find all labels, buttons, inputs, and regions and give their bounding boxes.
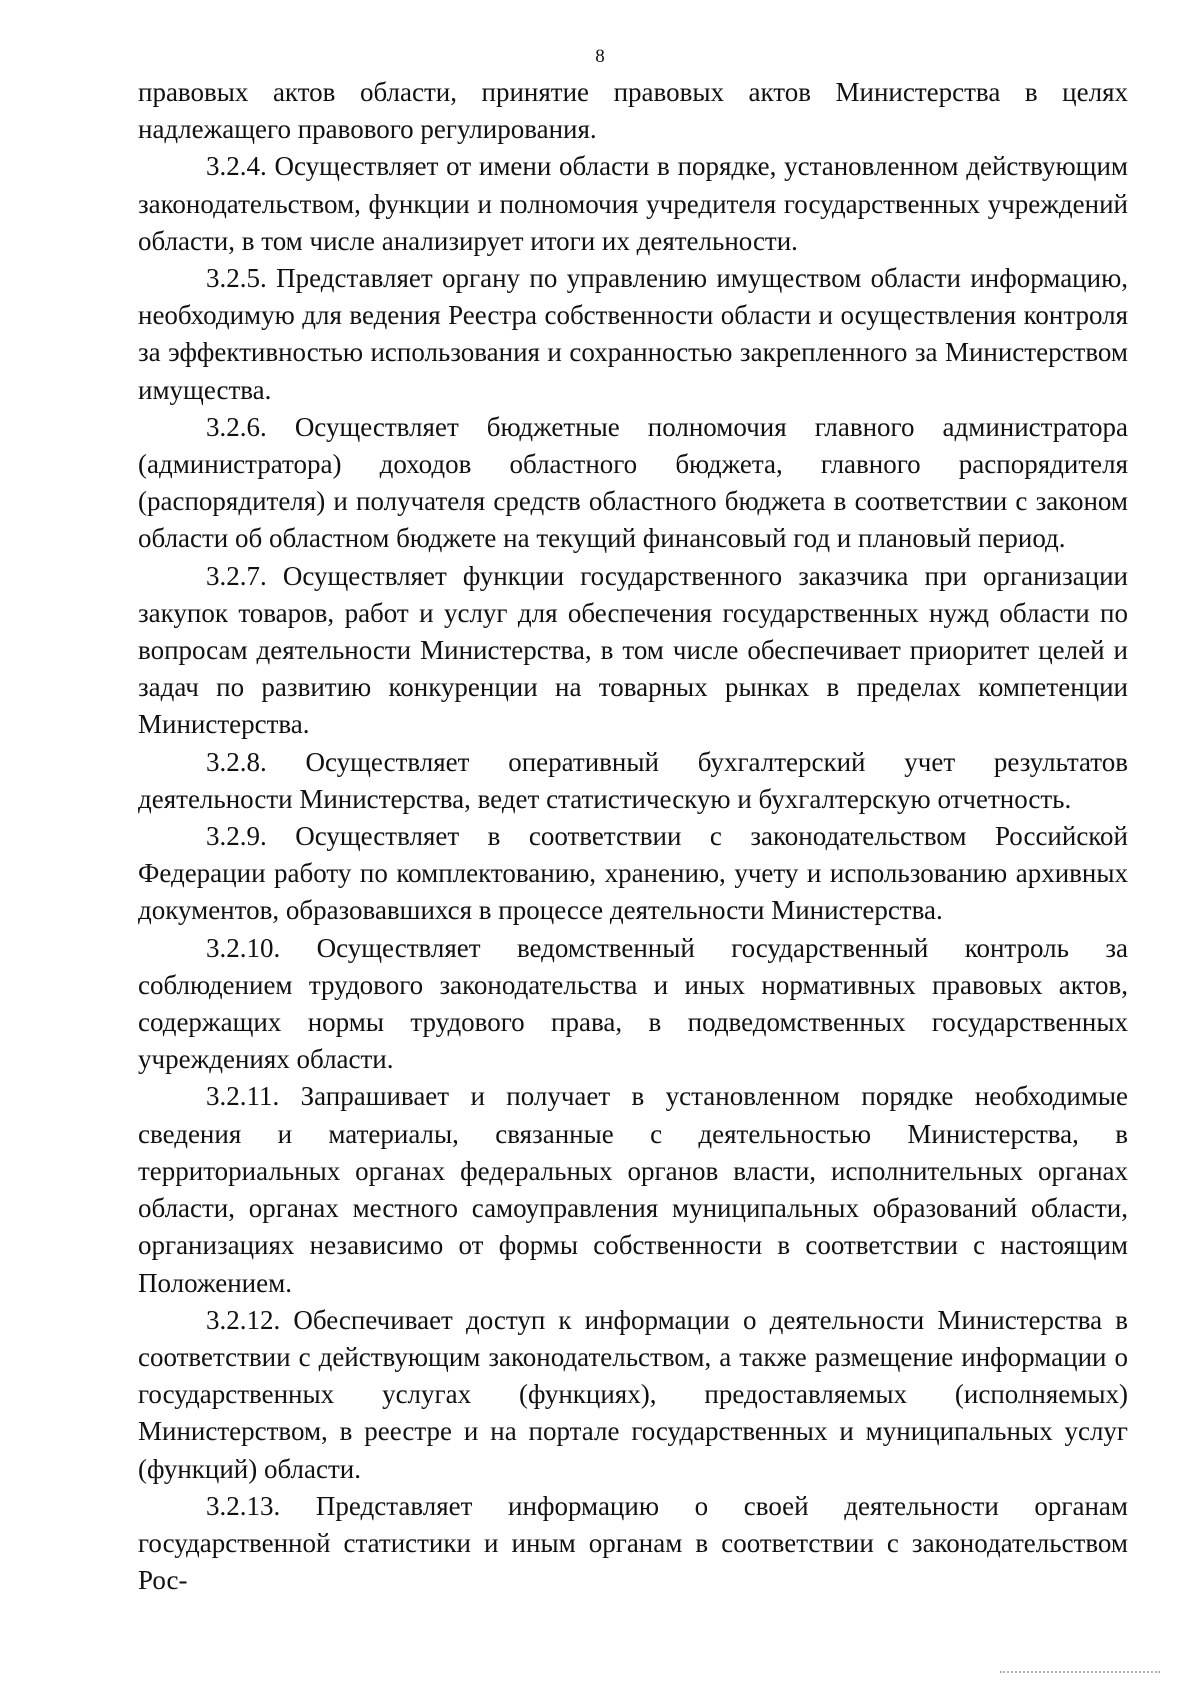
document-body	[138, 74, 1128, 1599]
page-number: 8	[595, 46, 605, 67]
paragraph-3-2-5: 3.2.5. Представляет органу по управлению имуществом области информацию, необходимую для ведения Реестра собственности области и осуществления контроля за эффективностью использования и сохранностью закрепленного за Министерством имущества.	[138, 263, 1128, 405]
paragraph-3-2-8: 3.2.8. Осуществляет оперативный бухгалтерский учет результатов деятельности Министерства, ведет статистическую и бухгалтерскую отчетность.	[138, 746, 1128, 814]
paragraph-3-2-9: 3.2.9. Осуществляет в соответствии с законодательством Российской Федерации работу по комплектованию, хранению, учету и использованию архивных документов, образовавшихся в процессе деятельности Министерства.	[138, 821, 1128, 926]
paragraph-3-2-7: 3.2.7. Осуществляет функции государственного заказчика при организации закупок товаров, работ и услуг для обеспечения государственных нужд области по вопросам деятельности Министерства, в том числе обеспечивает приоритет целей и задач по развитию конкуренции на товарных рынках в пределах компетенции Министерства.	[138, 560, 1128, 740]
paragraph-3-2-13: 3.2.13. Представляет информацию о своей деятельности органам государственной статистики и иным органам в соответствии с законодательством Рос-	[138, 1490, 1128, 1596]
scan-artifact-mark	[1000, 1671, 1160, 1687]
paragraph-3-2-12: 3.2.12. Обеспечивает доступ к информации о деятельности Министерства в соответствии с действующим законодательством, а также размещение информации о государственных услугах (функциях), предоставляемых (исполняемых) Министерством, в реестре и на портале государственных и муниципальных услуг (функций) области.	[138, 1304, 1128, 1484]
paragraph-3-2-11: 3.2.11. Запрашивает и получает в установленном порядке необходимые сведения и материалы, связанные с деятельностью Министерства, в территориальных органах федеральных органов власти, исполнительных органах области, органах местного самоуправления муниципальных образований области, организациях независимо от формы собственности в соответствии с настоящим Положением.	[138, 1081, 1128, 1298]
paragraph-3-2-6: 3.2.6. Осуществляет бюджетные полномочия главного администратора (администратора) доходов областного бюджета, главного распорядителя (распорядителя) и получателя средств областного бюджета в соответствии с законом области об областном бюджете на текущий финансовый год и плановый период.	[138, 411, 1128, 554]
paragraph-3-2-4: 3.2.4. Осуществляет от имени области в порядке, установленном действующим законодательством, функции и полномочия учредителя государственных учреждений области, в том числе анализирует итоги их деятельности.	[138, 151, 1128, 256]
paragraph-3-2-10: 3.2.10. Осуществляет ведомственный государственный контроль за соблюдением трудового законодательства и иных нормативных правовых актов, содержащих нормы трудового права, в подведомственных государственных учреждениях области.	[138, 932, 1128, 1075]
paragraph-continuation: правовых актов области, принятие правовых актов Министерства в целях надлежащего правового регулирования.	[138, 77, 1128, 145]
